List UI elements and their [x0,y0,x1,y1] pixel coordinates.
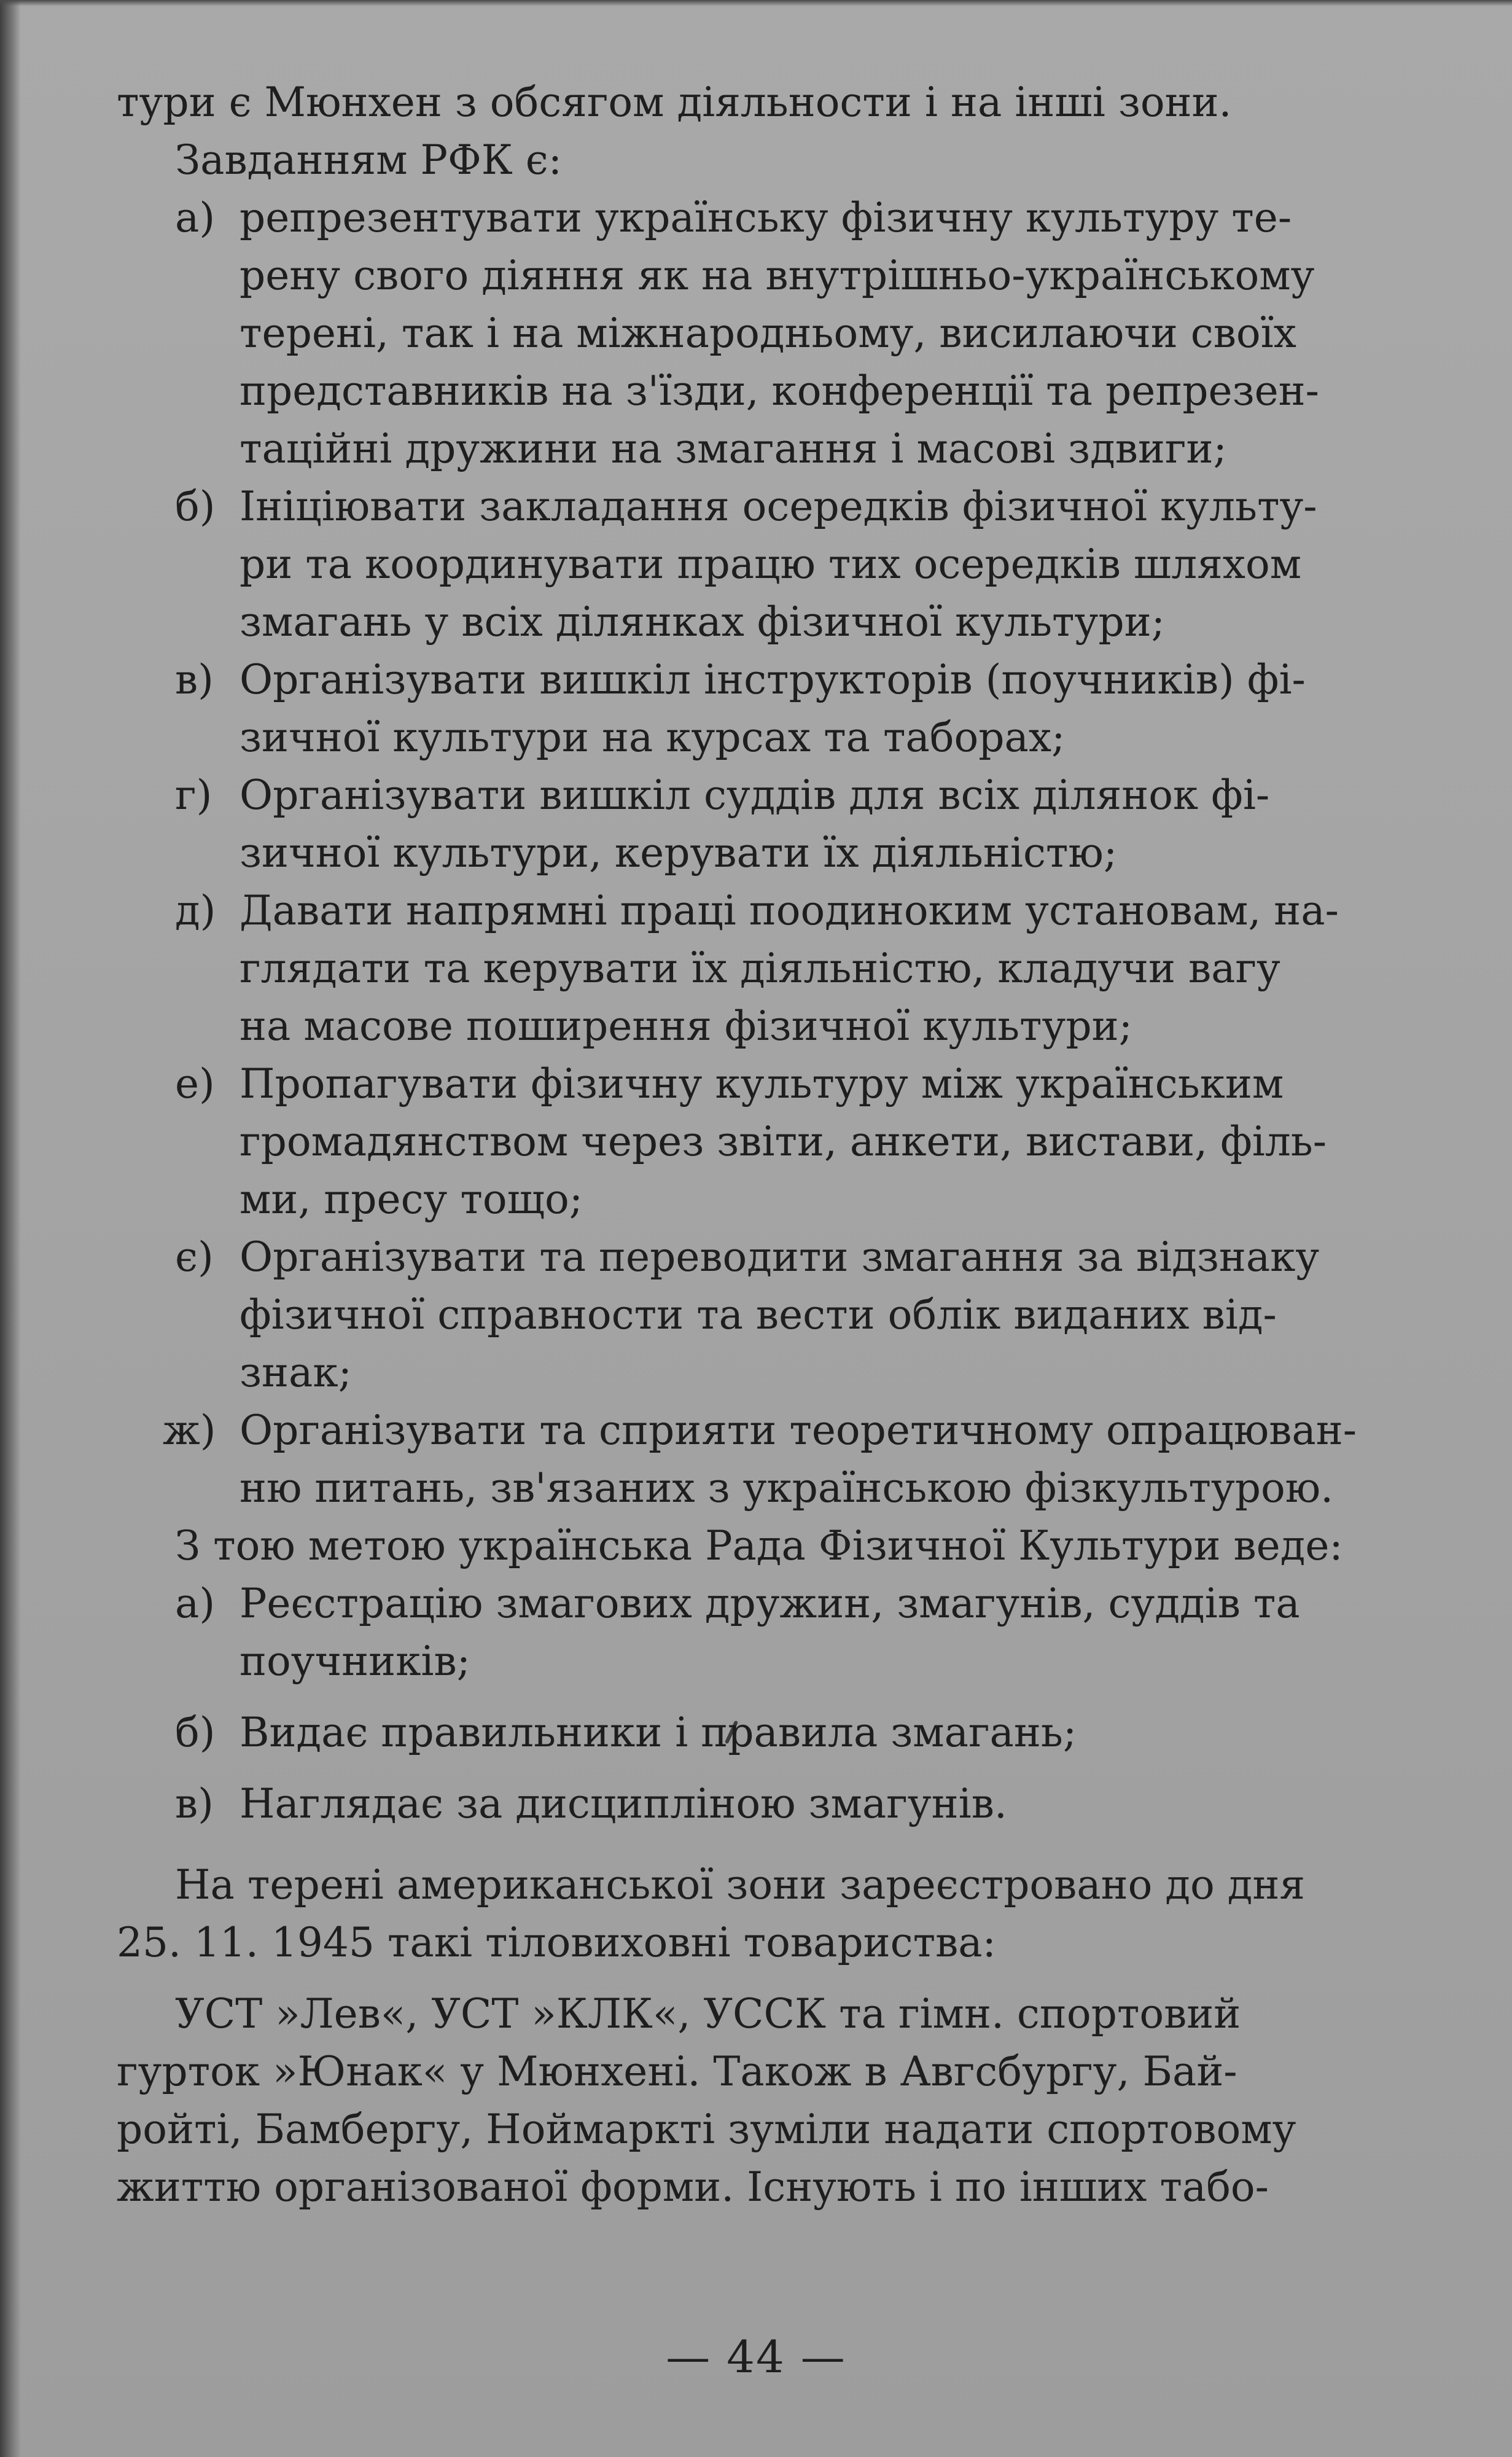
means-list [117,1575,1394,1833]
text-line: представників на з'їзди, конференції та репрезен- [240,367,1319,415]
text-line: ри та координувати працю тих осередків шляхом [240,541,1302,588]
text-line: громадянством через звіти, анкети, вистави, філь- [240,1118,1327,1165]
text-line: ройті, Бамбергу, Ноймаркті зуміли надати спортовому [117,2106,1296,2153]
spacer [117,1972,1394,1985]
societies-paragraph [117,1985,1394,2216]
list-marker: д) [175,887,216,934]
text-line: ню питань, зв'язаних з українською фізкультурою. [240,1464,1334,1512]
page-number: — 44 — [666,2331,846,2383]
list-marker: а) [175,1580,216,1627]
list-marker: е) [175,1060,215,1107]
list-item [117,1575,1394,1690]
text-line: Організувати та сприяти теоретичному опрацюван- [240,1407,1357,1454]
text-line: фізичної справности та вести облік виданих від- [240,1291,1277,1338]
text-line: Організувати вишкіл суддів для всіх ділянок фі- [240,771,1270,819]
list-item [117,1775,1394,1833]
tasks-list [117,189,1394,1517]
american-zone-paragraph [117,1856,1394,1972]
page-left-shadow [0,0,21,2457]
text-line: Організувати та переводити змагання за відзнаку [240,1233,1320,1281]
list-marker: а) [175,194,216,241]
intro-paragraph [117,74,1394,189]
text-line: Видає правильники і правила змагань; [240,1709,1077,1756]
text-line: на масове поширення фізичної культури; [240,1002,1132,1050]
text-line: Завданням РФК є: [175,136,562,184]
text-line: поучників; [240,1638,470,1685]
list-marker: г) [175,771,212,819]
spacer [117,1762,1394,1775]
list-item [117,1228,1394,1402]
page-text [117,74,1394,2216]
list-item [117,767,1394,882]
list-marker: б) [175,1709,216,1756]
text-line: Організувати вишкіл інструкторів (поучників) фі- [240,656,1306,703]
text-line: Пропагувати фізичну культуру між українським [240,1060,1284,1107]
text-line: життю організованої форми. Існують і по інших табо- [117,2163,1269,2211]
text-line: репрезентувати українську фізичну культуру те- [240,194,1292,241]
text-line: знак; [240,1349,352,1396]
list-item [117,189,1394,478]
text-line: УСТ »Лев«, УСТ »КЛК«, УССК та гімн. спортовий [175,1990,1241,2037]
text-line: Реєстрацію змагових дружин, змагунів, суддів та [240,1580,1300,1627]
text-line: Наглядає за дисципліною змагунів. [240,1780,1007,1827]
text-line: рену свого діяння як на внутрішньо-українському [240,252,1315,299]
text-line: ми, пресу тощо; [240,1176,583,1223]
text-line: Давати напрямні праці поодиноким установам, на- [240,887,1339,934]
list-item [117,1704,1394,1762]
page-top-shadow [0,0,1512,6]
list-marker: є) [175,1233,214,1281]
text-line: зичної культури, керувати їх діяльністю; [240,829,1118,877]
list-item [117,1055,1394,1228]
spacer [117,1690,1394,1704]
text-line: терені, так і на міжнародньому, висилаючи своїх [240,310,1296,357]
list-marker: в) [175,656,214,703]
text-line: На терені американської зони зареєстровано до дня [175,1861,1305,1908]
text-line: 25. 11. 1945 такі тіловиховні товариства: [117,1919,996,1966]
text-line: Ініціювати закладання осередків фізичної культу- [240,483,1317,530]
text-line: глядати та керувати їх діяльністю, кладучи вагу [240,945,1280,992]
list-marker: б) [175,483,216,530]
means-intro: З тою метою українська Рада Фізичної Культури веде: [175,1522,1343,1569]
list-item [117,1402,1394,1517]
text-line: тури є Мюнхен з обсягом діяльности і на інші зони. [117,79,1232,126]
text-line: гурток »Юнак« у Мюнхені. Також в Авгсбургу, Бай- [117,2048,1237,2095]
text-line: таційні дружини на змагання і масові здвиги; [240,425,1227,472]
text-line: змагань у всіх ділянках фізичної культури; [240,598,1165,646]
list-item [117,882,1394,1055]
text-line: зичної культури на курсах та таборах; [240,714,1066,761]
list-item [117,651,1394,767]
spacer [117,1833,1394,1856]
list-marker: в) [175,1780,214,1827]
list-marker: ж) [163,1407,216,1454]
list-item [117,478,1394,651]
